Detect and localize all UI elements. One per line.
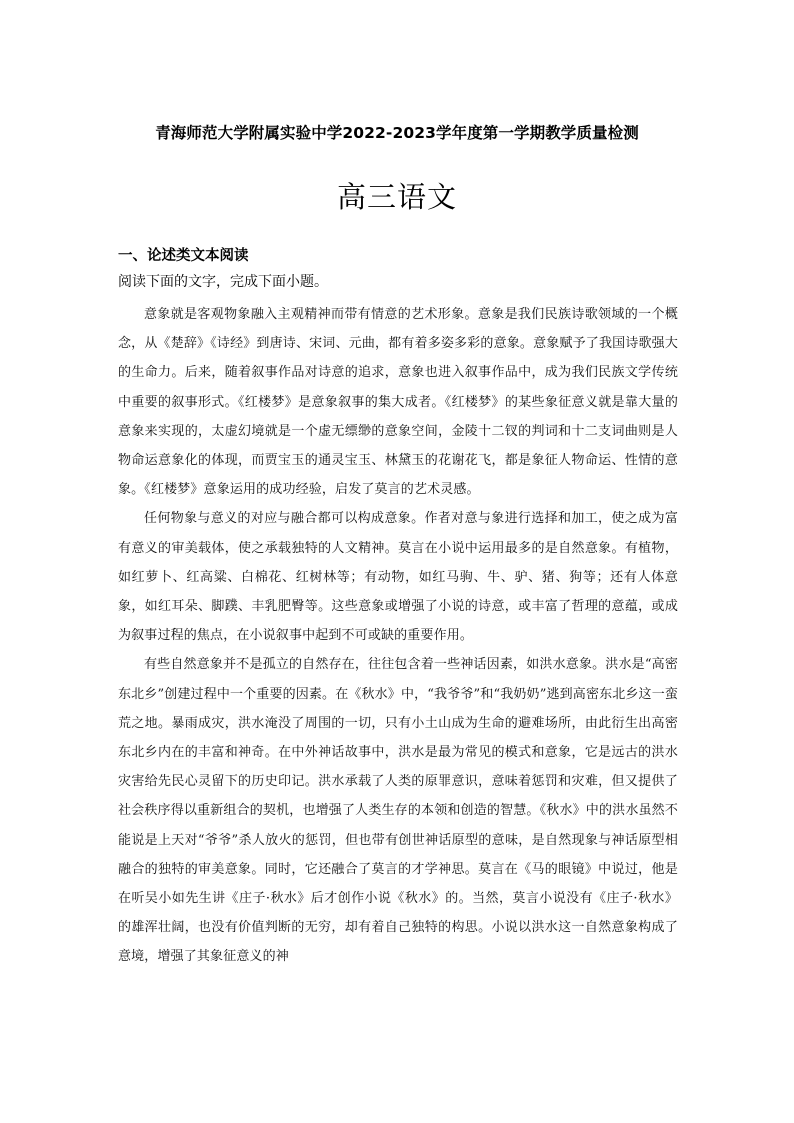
passage-paragraph-1: 意象就是客观物象融入主观精神而带有情意的艺术形象。意象是我们民族诗歌领域的一个概念，从《楚辞》《诗经》到唐诗、宋词、元曲，都有着多姿多彩的意象。意象赋予了我国诗歌强大的生命力。后来，随着叙事作品对诗意的追求，意象也进入叙事作品中，成为我们民族文学传统中重要的叙事形式。《红楼梦》是意象叙事的集大成者。《红楼梦》的某些象征意义就是靠大量的意象来实现的，太虚幻境就是一个虚无缥缈的意象空间，金陵十二钗的判词和十二支词曲则是人物命运意象化的体现，而贾宝玉的通灵宝玉、林黛玉的花谢花飞，都是象征人物命运、性情的意象。《红楼梦》意象运用的成功经验，启发了莫言的艺术灵感。 — [118, 307, 678, 498]
subject-title: 高三语文 — [336, 180, 457, 214]
passage-paragraph-3: 有些自然意象并不是孤立的自然存在，往往包含着一些神话因素，如洪水意象。洪水是“高密东北乡”创建过程中一个重要的因素。在《秋水》中，“我爷爷”和“我奶奶”逃到高密东北乡这一蛮荒之地。暴雨成灾，洪水淹没了周围的一切，只有小土山成为生命的避难场所，由此衍生出高密东北乡内在的丰富和神奇。在中外神话故事中，洪水是最为常见的模式和意象，它是远古的洪水灾害给先民心灵留下的历史印记。洪水承载了人类的原罪意识，意味着惩罚和灾难，但又提供了社会秩序得以重新组合的契机，也增强了人类生存的本领和创造的智慧。《秋水》中的洪水虽然不能说是上天对“爷爷”杀人放火的惩罚，但也带有创世神话原型的意味，是自然现象与神话原型相融合的独特的审美意象。同时，它还融合了莫言的才学神思。莫言在《马的眼镜》中说过，他是在听吴小如先生讲《庄子·秋水》后才创作小说《秋水》的。当然，莫言小说没有《庄子·秋水》的雄浑壮阔，也没有价值判断的无穷，却有着自己独特的构思。小说以洪水这一自然意象构成了意境，增强了其象征意义的神 — [118, 657, 678, 965]
reading-passage — [118, 300, 678, 972]
passage-paragraph-2: 任何物象与意义的对应与融合都可以构成意象。作者对意与象进行选择和加工，使之成为富有意义的审美载体，使之承载独特的人文精神。莫言在小说中运用最多的是自然意象。有植物，如红萝卜、红高粱、白棉花、红树林等；有动物，如红马驹、牛、驴、猪、狗等；还有人体意象，如红耳朵、脚蹼、丰乳肥臀等。这些意象或增强了小说的诗意，或丰富了哲理的意蕴，或成为叙事过程的焦点，在小说叙事中起到不可或缺的重要作用。 — [118, 511, 678, 644]
school-title: 青海师范大学附属实验中学2022-2023学年度第一学期教学质量检测 — [155, 124, 639, 142]
section-heading: 一、论述类文本阅读 — [118, 248, 249, 264]
reading-instruction: 阅读下面的文字，完成下面小题。 — [118, 274, 328, 290]
